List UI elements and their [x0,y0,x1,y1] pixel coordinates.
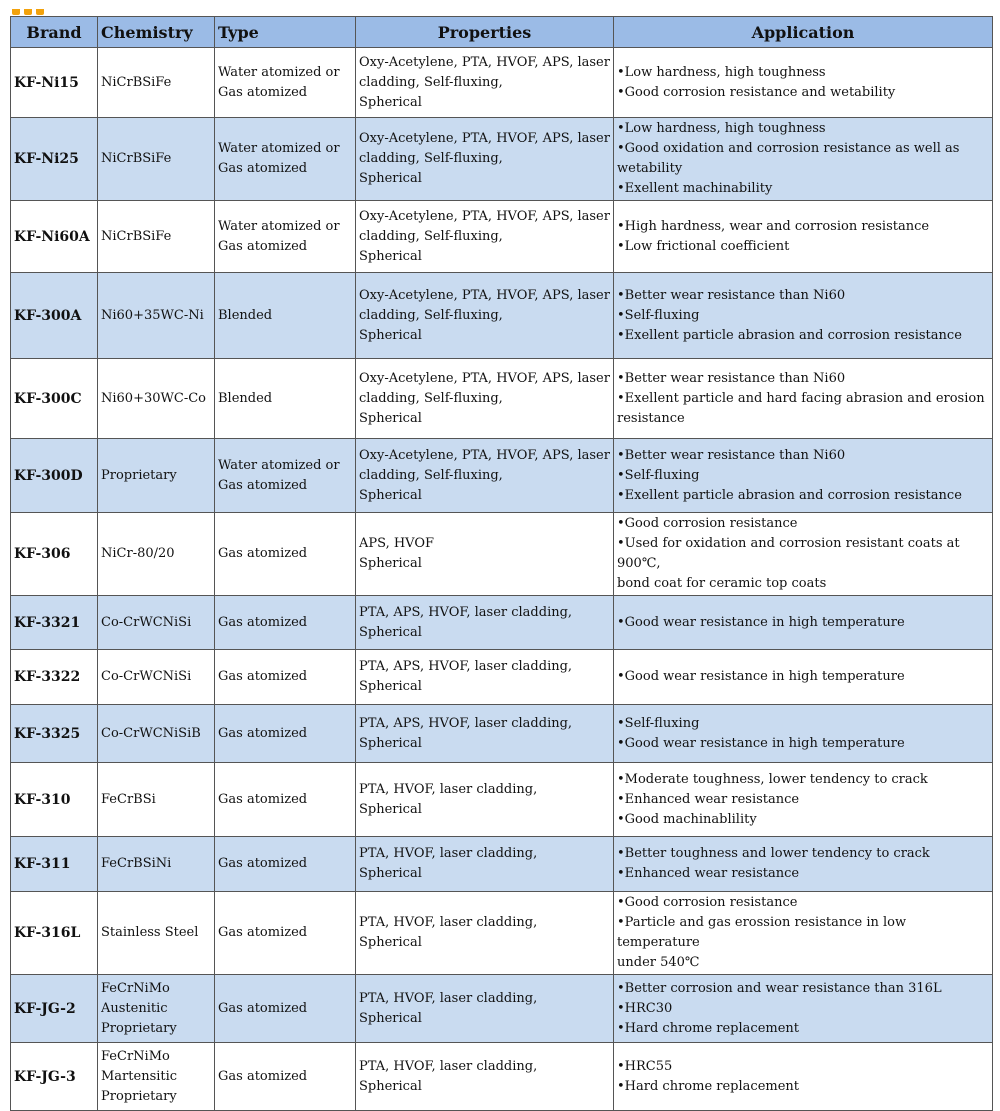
type-line: Gas atomized [218,669,308,684]
chemistry-cell [98,273,215,359]
type-cell [215,837,356,892]
type-cell [215,763,356,837]
properties-cell [356,975,614,1043]
application-line: •Good corrosion resistance and wetability [617,84,896,100]
properties-line: Oxy-Acetylene, PTA, HVOF, APS, laser [359,447,610,463]
properties-line: Spherical [359,935,422,950]
table-header-row [11,17,993,48]
properties-cell [356,1043,614,1111]
application-line: •Good wear resistance in high temperature [617,735,905,751]
table-row [11,48,993,118]
table-row [11,439,993,513]
properties-line: Spherical [359,487,422,503]
application-line: •Exellent particle and hard facing abrasion and erosion [617,390,985,406]
type-cell [215,439,356,513]
application-cell [614,705,993,763]
application-line: •Moderate toughness, lower tendency to crack [617,771,928,787]
properties-line: Spherical [359,801,422,817]
brand-cell: KF-3325 [11,705,98,763]
application-line: •Exellent particle abrasion and corrosion resistance [617,487,962,503]
chemistry-cell [98,118,215,201]
chemistry-cell [98,596,215,650]
type-line: Gas atomized [218,161,308,176]
properties-line: PTA, APS, HVOF, laser cladding, [359,659,573,674]
type-cell [215,892,356,975]
chemistry-cell [98,705,215,763]
top-accent [0,0,1000,16]
application-cell [614,201,993,273]
chemistry-cell [98,975,215,1043]
chemistry-line: Proprietary [101,1020,177,1036]
properties-cell [356,48,614,118]
properties-line: Spherical [359,94,422,110]
chemistry-line: FeCrBSi [101,791,156,807]
type-line: Gas atomized [218,725,308,741]
application-line: •Exellent particle abrasion and corrosion resistance [617,327,962,343]
properties-line: PTA, HVOF, laser cladding, [359,781,538,797]
application-cell [614,596,993,650]
properties-cell [356,439,614,513]
properties-cell [356,892,614,975]
properties-line: Spherical [359,624,422,640]
application-line: •Better toughness and lower tendency to crack [617,846,930,861]
application-line: •HRC55 [617,1058,673,1074]
table-row [11,1043,993,1111]
chemistry-cell [98,359,215,439]
properties-cell [356,837,614,892]
application-line: •Better corrosion and wear resistance than 316L [617,980,942,996]
type-line: Water atomized or [218,457,340,473]
application-line: •Low hardness, high toughness [617,121,826,136]
chemistry-line: FeCrNiMo [101,980,170,996]
type-line: Gas atomized [218,546,308,561]
type-cell [215,359,356,439]
application-line: •High hardness, wear and corrosion resistance [617,218,930,234]
application-cell [614,513,993,596]
brand-cell: KF-310 [11,763,98,837]
table-row [11,359,993,439]
chemistry-line: FeCrBSiNi [101,856,172,871]
brand-cell: KF-311 [11,837,98,892]
properties-line: cladding, Self-fluxing, [359,151,503,166]
properties-line: Oxy-Acetylene, PTA, HVOF, APS, laser [359,131,610,146]
properties-line: APS, HVOF [359,536,435,551]
application-line: •HRC30 [617,1000,673,1016]
chemistry-cell [98,1043,215,1111]
table-row [11,837,993,892]
table-row [11,975,993,1043]
chemistry-cell [98,439,215,513]
brand-cell: KF-300C [11,359,98,439]
type-cell [215,201,356,273]
application-cell [614,359,993,439]
application-cell [614,439,993,513]
properties-line: cladding, Self-fluxing, [359,307,503,323]
properties-line: Spherical [359,679,422,694]
type-line: Gas atomized [218,856,308,871]
chemistry-line: Ni60+30WC-Co [101,390,206,406]
application-line: •Good wear resistance in high temperature [617,669,905,684]
properties-line: Oxy-Acetylene, PTA, HVOF, APS, laser [359,287,610,303]
application-line: •Enhanced wear resistance [617,791,800,807]
properties-line: Spherical [359,866,422,881]
application-cell [614,975,993,1043]
header-properties: Properties [356,17,614,48]
brand-cell: KF-316L [11,892,98,975]
chemistry-line: NiCr-80/20 [101,546,175,561]
application-line: •Self-fluxing [617,715,700,731]
type-cell [215,650,356,705]
brand-cell: KF-300D [11,439,98,513]
brand-cell: KF-300A [11,273,98,359]
application-cell [614,118,993,201]
properties-cell [356,118,614,201]
application-line: •Good oxidation and corrosion resistance as well as [617,141,960,156]
type-cell [215,118,356,201]
application-line: •Exellent machinability [617,181,773,196]
properties-line: cladding, Self-fluxing, [359,228,503,244]
type-cell [215,1043,356,1111]
table-row [11,705,993,763]
table-row [11,650,993,705]
application-line: •Low frictional coefficient [617,238,790,254]
table-row [11,201,993,273]
application-cell [614,48,993,118]
chemistry-line: Austenitic [101,1000,168,1016]
chemistry-line: NiCrBSiFe [101,151,172,166]
chemistry-line: FeCrNiMo [101,1048,170,1064]
properties-cell [356,273,614,359]
type-cell [215,705,356,763]
properties-cell [356,705,614,763]
application-line: •Hard chrome replacement [617,1020,799,1036]
chemistry-cell [98,892,215,975]
application-line: •Low hardness, high toughness [617,64,826,80]
chemistry-cell [98,763,215,837]
chemistry-line: NiCrBSiFe [101,74,172,90]
application-line: •Hard chrome replacement [617,1078,799,1094]
properties-line: Spherical [359,248,422,264]
type-line: Gas atomized [218,1068,308,1084]
application-line: resistance [617,410,685,426]
chemistry-cell [98,837,215,892]
properties-cell [356,201,614,273]
table-row [11,763,993,837]
type-line: Gas atomized [218,791,308,807]
header-type: Type [215,17,356,48]
table-row [11,892,993,975]
properties-line: cladding, Self-fluxing, [359,390,503,406]
properties-line: cladding, Self-fluxing, [359,467,503,483]
accent-mark [12,0,72,6]
properties-line: Spherical [359,1010,422,1026]
chemistry-line: Co-CrWCNiSi [101,614,192,630]
properties-line: Spherical [359,1078,422,1094]
application-line: under 540℃ [617,955,700,970]
type-line: Gas atomized [218,477,308,493]
properties-line: PTA, APS, HVOF, laser cladding, [359,715,573,731]
application-cell [614,1043,993,1111]
properties-line: Spherical [359,327,422,343]
properties-cell [356,763,614,837]
properties-line: Spherical [359,735,422,751]
type-cell [215,48,356,118]
header-brand: Brand [11,17,98,48]
properties-cell [356,596,614,650]
application-line: •Good corrosion resistance [617,516,798,531]
properties-cell [356,359,614,439]
table-body [11,48,993,1111]
header-chemistry: Chemistry [98,17,215,48]
application-cell [614,892,993,975]
chemistry-line: Martensitic [101,1068,178,1084]
properties-line: Oxy-Acetylene, PTA, HVOF, APS, laser [359,208,610,224]
chemistry-line: NiCrBSiFe [101,228,172,244]
application-line: •Used for oxidation and corrosion resistant coats at 900℃, [617,536,960,571]
properties-line: Oxy-Acetylene, PTA, HVOF, APS, laser [359,54,610,70]
chemistry-line: Proprietary [101,467,177,483]
type-line: Water atomized or [218,218,340,234]
type-line: Water atomized or [218,141,340,156]
application-line: •Better wear resistance than Ni60 [617,370,846,386]
type-line: Gas atomized [218,925,308,940]
application-line: •Self-fluxing [617,467,700,483]
properties-line: Spherical [359,410,422,426]
chemistry-line: Co-CrWCNiSiB [101,725,201,741]
type-line: Gas atomized [218,238,308,254]
properties-line: Spherical [359,556,422,571]
properties-cell [356,650,614,705]
type-line: Gas atomized [218,614,308,630]
chemistry-line: Proprietary [101,1088,177,1104]
table-row [11,596,993,650]
brand-cell: KF-Ni25 [11,118,98,201]
brand-cell: KF-Ni60A [11,201,98,273]
application-line: •Good machinablility [617,811,757,827]
application-cell [614,837,993,892]
application-line: •Particle and gas erossion resistance in low temperature [617,915,907,950]
application-line: •Self-fluxing [617,307,700,323]
type-cell [215,513,356,596]
properties-line: PTA, APS, HVOF, laser cladding, [359,604,573,620]
header-application: Application [614,17,993,48]
properties-cell [356,513,614,596]
properties-line: Oxy-Acetylene, PTA, HVOF, APS, laser [359,370,610,386]
powder-spec-table [10,16,993,1111]
brand-cell: KF-3322 [11,650,98,705]
chemistry-cell [98,48,215,118]
type-line: Blended [218,307,273,323]
table-row [11,513,993,596]
application-cell [614,273,993,359]
chemistry-line: Stainless Steel [101,925,199,940]
type-line: Blended [218,390,273,406]
application-cell [614,763,993,837]
properties-line: PTA, HVOF, laser cladding, [359,1058,538,1074]
chemistry-cell [98,650,215,705]
application-line: •Better wear resistance than Ni60 [617,287,846,303]
application-line: •Good wear resistance in high temperature [617,614,905,630]
type-line: Water atomized or [218,64,340,80]
brand-cell: KF-3321 [11,596,98,650]
chemistry-cell [98,201,215,273]
table-row [11,273,993,359]
type-cell [215,273,356,359]
properties-line: PTA, HVOF, laser cladding, [359,846,538,861]
application-line: wetability [617,161,683,176]
chemistry-line: Co-CrWCNiSi [101,669,192,684]
properties-line: PTA, HVOF, laser cladding, [359,990,538,1006]
application-line: •Good corrosion resistance [617,895,798,910]
chemistry-line: Ni60+35WC-Ni [101,307,204,323]
brand-cell: KF-306 [11,513,98,596]
type-cell [215,596,356,650]
type-line: Gas atomized [218,1000,308,1016]
chemistry-cell [98,513,215,596]
application-line: •Enhanced wear resistance [617,866,800,881]
brand-cell: KF-JG-3 [11,1043,98,1111]
application-cell [614,650,993,705]
properties-line: Spherical [359,171,422,186]
application-line: bond coat for ceramic top coats [617,576,827,591]
type-line: Gas atomized [218,84,308,100]
table-row [11,118,993,201]
brand-cell: KF-Ni15 [11,48,98,118]
brand-cell: KF-JG-2 [11,975,98,1043]
properties-line: PTA, HVOF, laser cladding, [359,915,538,930]
application-line: •Better wear resistance than Ni60 [617,447,846,463]
properties-line: cladding, Self-fluxing, [359,74,503,90]
type-cell [215,975,356,1043]
